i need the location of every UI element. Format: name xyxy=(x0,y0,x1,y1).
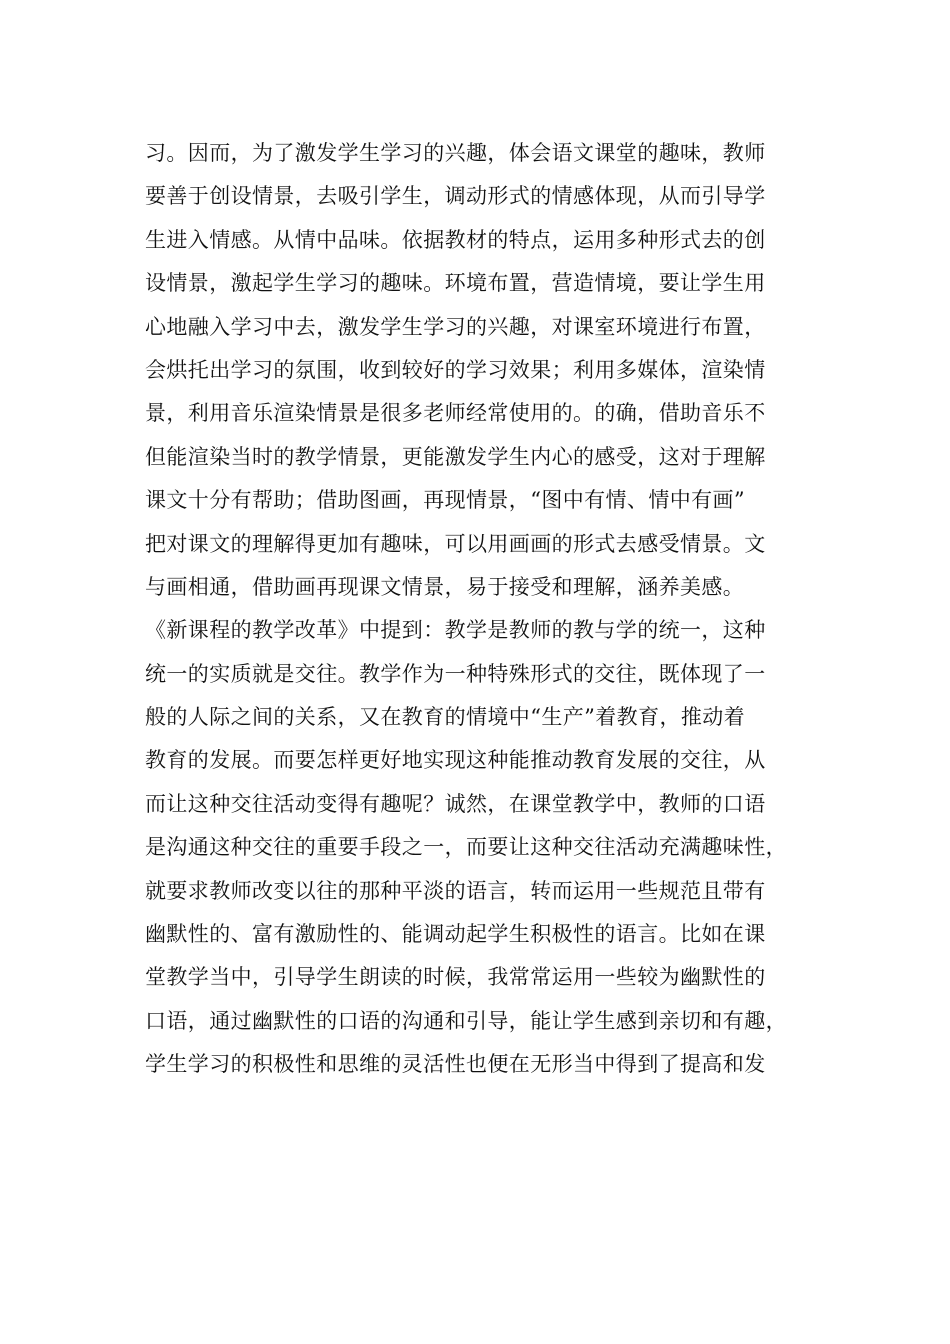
text-line: 统一的实质就是交往。教学作为一种特殊形式的交往，既体现了一 xyxy=(145,661,766,686)
text-line: 设情景，激起学生学习的趣味。环境布置，营造情境，要让学生用 xyxy=(145,271,766,296)
text-line: 会烘托出学习的氛围，收到较好的学习效果；利用多媒体，渲染情 xyxy=(145,357,766,382)
text-line: 幽默性的、富有激励性的、能调动起学生积极性的语言。比如在课 xyxy=(145,922,766,947)
text-line: 与画相通，借助画再现课文情景，易于接受和理解，涵养美感。 xyxy=(145,574,745,599)
text-line: 要善于创设情景，去吸引学生，调动形式的情感体现，从而引导学 xyxy=(145,184,766,209)
text-line: 《新课程的教学改革》中提到：教学是教师的教与学的统一，这种 xyxy=(145,618,766,643)
text-line: 但能渲染当时的教学情景，更能激发学生内心的感受，这对于理解 xyxy=(145,444,766,469)
text-line: 景，利用音乐渲染情景是很多老师经常使用的。的确，借助音乐不 xyxy=(145,401,766,426)
text-line: 心地融入学习中去，激发学生学习的兴趣，对课室环境进行布置， xyxy=(145,314,766,339)
text-line: 就要求教师改变以往的那种平淡的语言，转而运用一些规范且带有 xyxy=(145,878,766,903)
text-line: 学生学习的积极性和思维的灵活性也便在无形当中得到了提高和发 xyxy=(145,1052,766,1077)
body-text xyxy=(145,132,835,1087)
text-line: 是沟通这种交往的重要手段之一，而要让这种交往活动充满趣味性， xyxy=(145,835,787,860)
text-line: 课文十分有帮助；借助图画，再现情景，“图中有情、情中有画” xyxy=(145,488,746,513)
text-line: 把对课文的理解得更加有趣味，可以用画画的形式去感受情景。文 xyxy=(145,531,766,556)
text-line: 口语，通过幽默性的口语的沟通和引导，能让学生感到亲切和有趣， xyxy=(145,1008,787,1033)
text-line: 般的人际之间的关系，又在教育的情境中“生产”着教育，推动着 xyxy=(145,705,746,730)
text-line: 而让这种交往活动变得有趣呢？诚然，在课堂教学中，教师的口语 xyxy=(145,791,766,816)
text-line: 教育的发展。而要怎样更好地实现这种能推动教育发展的交往，从 xyxy=(145,748,766,773)
text-line: 堂教学当中，引导学生朗读的时候，我常常运用一些较为幽默性的 xyxy=(145,965,766,990)
text-line: 生进入情感。从情中品味。依据教材的特点，运用多种形式去的创 xyxy=(145,227,766,252)
text-line: 习。因而，为了激发学生学习的兴趣，体会语文课堂的趣味，教师 xyxy=(145,141,766,165)
